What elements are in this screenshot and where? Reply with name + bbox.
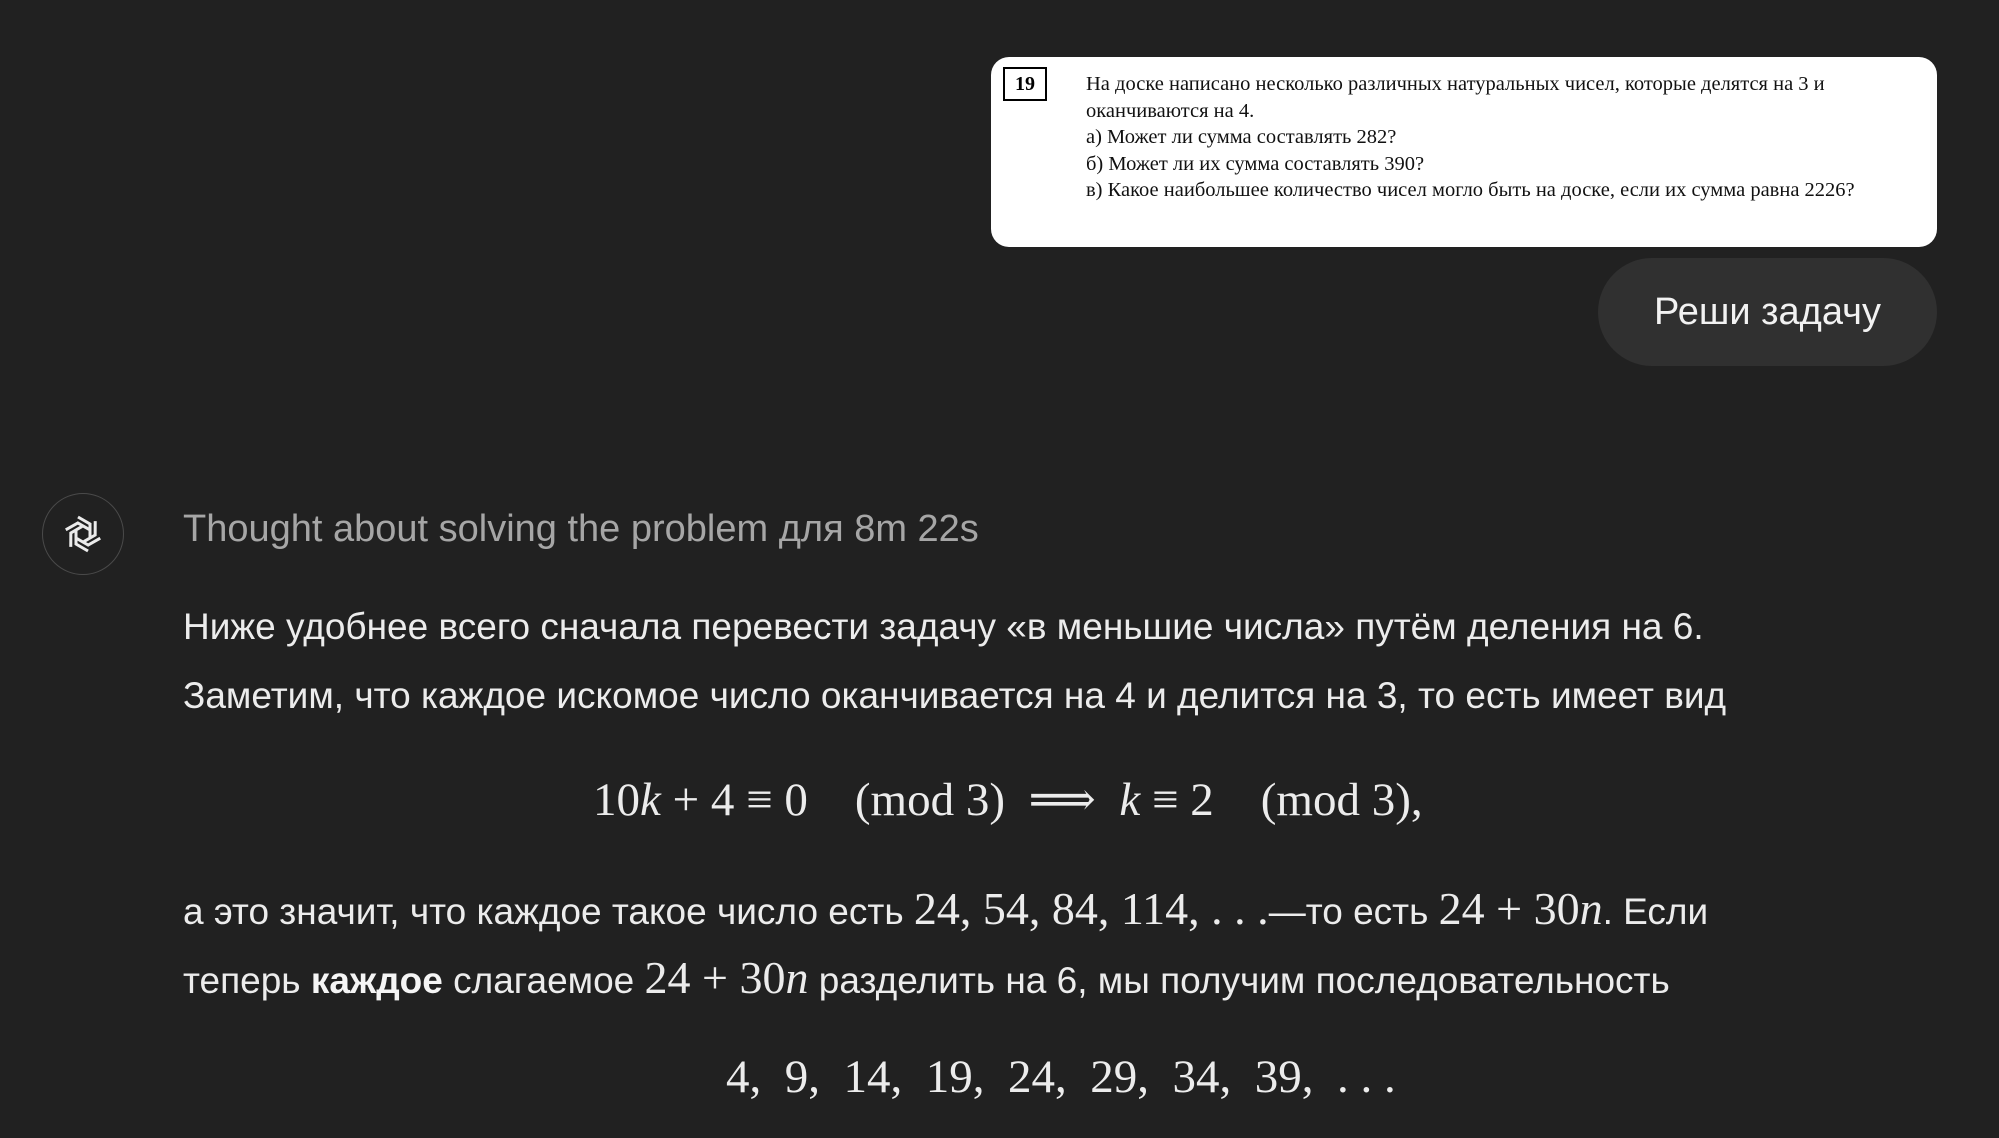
answer-paragraph-1: Ниже удобнее всего сначала перевести задачу «в меньшие числа» путём деления на 6. bbox=[183, 606, 1704, 647]
paragraph3-text-2: —то есть bbox=[1268, 891, 1439, 932]
paragraph3-math-formula bbox=[1439, 883, 1603, 934]
paragraph4-math-formula bbox=[645, 952, 809, 1003]
paragraph3-text-1: а это значит, что каждое такое число есть bbox=[183, 891, 914, 932]
paragraph4-text-1: теперь bbox=[183, 960, 311, 1001]
answer-paragraph-2: Заметим, что каждое искомое число оканчивается на 4 и делится на 3, то есть имеет вид bbox=[183, 675, 1727, 716]
paragraph4-bold: каждое bbox=[310, 960, 443, 1001]
paragraph3-math-var: n bbox=[1579, 883, 1603, 934]
paragraph3-text-3: . Если bbox=[1602, 891, 1709, 932]
paragraph4-math-var: n bbox=[785, 952, 809, 1003]
formula-var-k: k bbox=[640, 774, 661, 826]
problem-statement: На доске написано несколько различных натуральных чисел, которые делятся на 3 и оканчиваются на 4. bbox=[1086, 73, 1825, 122]
problem-image bbox=[991, 57, 1937, 247]
answer-paragraph-3 bbox=[183, 882, 1708, 935]
openai-logo-icon bbox=[60, 511, 106, 557]
problem-number: 19 bbox=[1003, 67, 1047, 101]
paragraph4-math-base: 24 + 30 bbox=[644, 952, 786, 1003]
paragraph3-math-sequence: 24, 54, 84, 114, . . . bbox=[913, 883, 1269, 934]
formula-congruence bbox=[593, 772, 1423, 827]
problem-part-b: б) Может ли их сумма составлять 390? bbox=[1086, 152, 1425, 175]
answer-paragraph-4 bbox=[183, 951, 1670, 1004]
formula-var-k2: k bbox=[1119, 774, 1141, 826]
paragraph4-text-3: разделить на 6, мы получим последовательность bbox=[808, 960, 1670, 1001]
paragraph4-text-2: слагаемое bbox=[442, 960, 645, 1001]
paragraph3-math-base: 24 + 30 bbox=[1438, 883, 1580, 934]
problem-part-c: в) Какое наибольшее количество чисел могло быть на доске, если их сумма равна 2226? bbox=[1086, 179, 1855, 201]
problem-part-a: а) Может ли сумма составлять 282? bbox=[1086, 126, 1397, 148]
problem-text bbox=[1086, 71, 1916, 204]
sequence-formula: 4, 9, 14, 19, 24, 29, 34, 39, . . . bbox=[726, 1051, 1396, 1103]
formula-part-2: ≡ 2 (mod 3), bbox=[1140, 774, 1423, 826]
formula-part-1: + 4 ≡ 0 (mod 3) ⟹ bbox=[660, 774, 1120, 826]
user-message-bubble: Реши задачу bbox=[1598, 258, 1937, 366]
assistant-avatar bbox=[42, 493, 124, 575]
formula-lhs: 10 bbox=[593, 774, 640, 826]
thought-duration-label[interactable]: Thought about solving the problem для 8m 22s bbox=[183, 508, 979, 550]
